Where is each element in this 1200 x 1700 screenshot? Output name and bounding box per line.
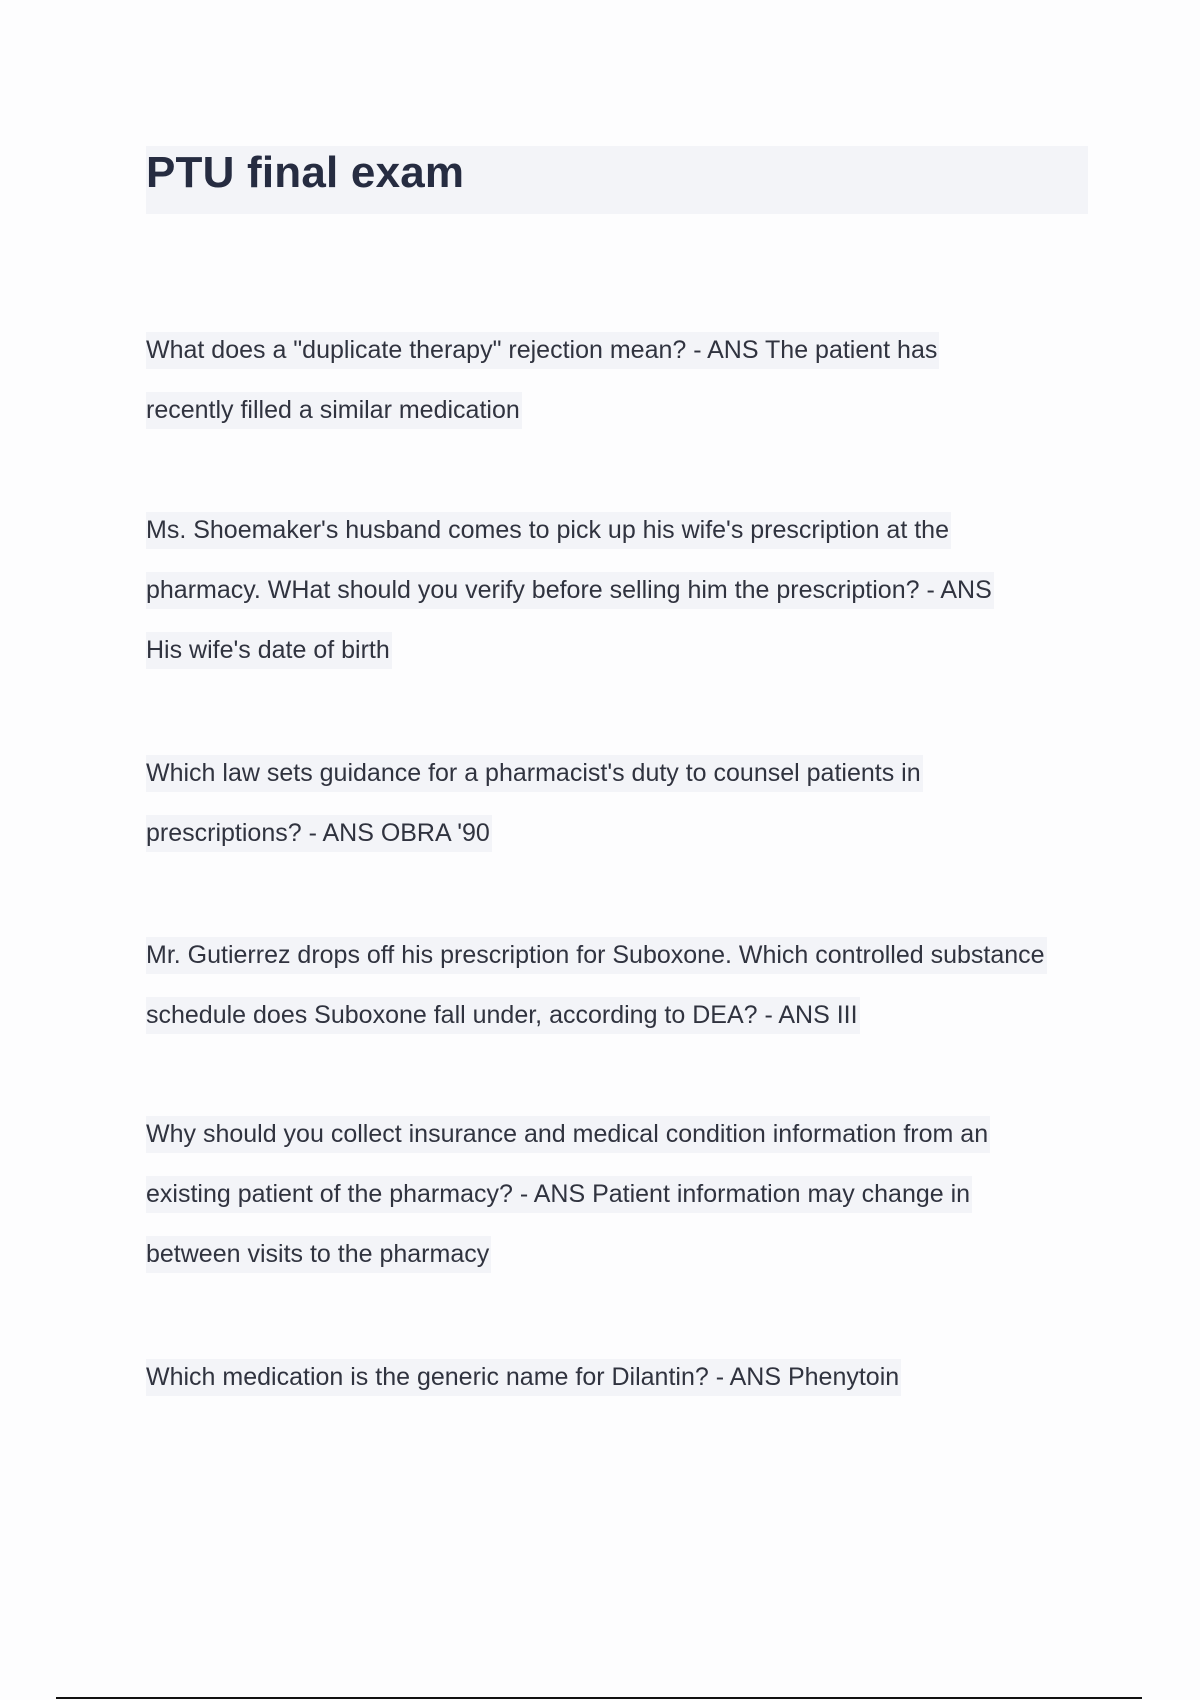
qa-item-2-line-3: His wife's date of birth <box>146 620 1096 680</box>
qa-item-6 <box>146 1347 1096 1407</box>
qa-item-5-line-3: between visits to the pharmacy <box>146 1224 1096 1284</box>
qa-item-5-line-1: Why should you collect insurance and medical condition information from an <box>146 1104 1096 1164</box>
qa-item-1 <box>146 320 1096 440</box>
qa-item-2-line-2: pharmacy. WHat should you verify before selling him the prescription? - ANS <box>146 560 1096 620</box>
qa-item-4 <box>146 925 1096 1045</box>
qa-item-3-line-1: Which law sets guidance for a pharmacist's duty to counsel patients in <box>146 743 1096 803</box>
qa-item-4-line-2: schedule does Suboxone fall under, according to DEA? - ANS III <box>146 985 1096 1045</box>
qa-item-5 <box>146 1104 1096 1284</box>
qa-item-1-line-2: recently filled a similar medication <box>146 380 1096 440</box>
page-title: PTU final exam <box>146 148 465 197</box>
qa-item-2-line-1: Ms. Shoemaker's husband comes to pick up his wife's prescription at the <box>146 500 1096 560</box>
qa-item-2 <box>146 500 1096 680</box>
footer-rule <box>56 1697 1142 1699</box>
qa-item-3 <box>146 743 1096 863</box>
qa-item-3-line-2: prescriptions? - ANS OBRA '90 <box>146 803 1096 863</box>
qa-item-5-line-2: existing patient of the pharmacy? - ANS Patient information may change in <box>146 1164 1096 1224</box>
qa-item-6-line-1: Which medication is the generic name for Dilantin? - ANS Phenytoin <box>146 1347 1096 1407</box>
qa-item-4-line-1: Mr. Gutierrez drops off his prescription for Suboxone. Which controlled substance <box>146 925 1096 985</box>
qa-item-1-line-1: What does a "duplicate therapy" rejection mean? - ANS The patient has <box>146 320 1096 380</box>
